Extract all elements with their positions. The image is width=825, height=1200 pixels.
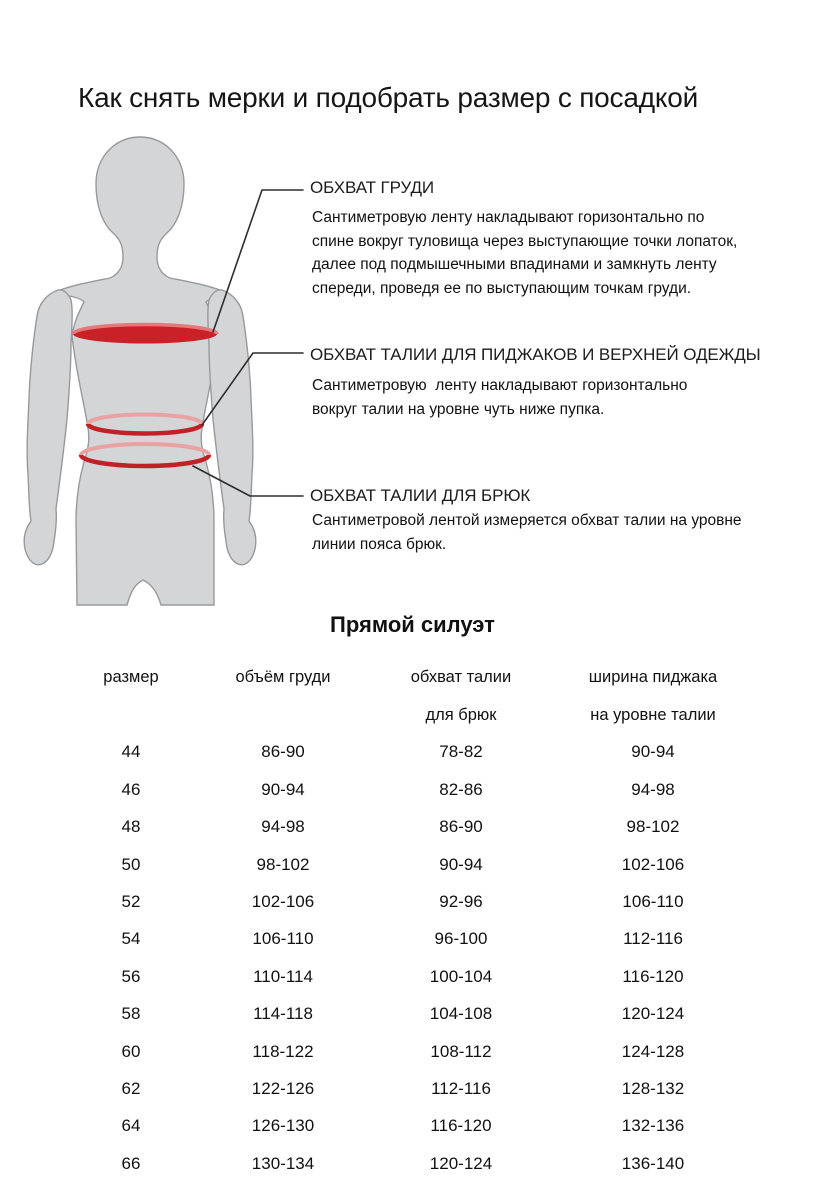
desc-line: спереди, проведя ее по выступающим точкам груди.: [312, 279, 692, 297]
chest-cell: 130-134: [251, 1153, 315, 1173]
size-table: [81, 659, 769, 1182]
jacket-cell: 120-124: [621, 1004, 685, 1024]
page-title: Как снять мерки и подобрать размер с посадкой: [78, 82, 699, 113]
chest-cell: 86-90: [261, 742, 305, 762]
waist-cell: 112-116: [431, 1078, 491, 1098]
size-table-title: Прямой силуэт: [330, 612, 495, 637]
waist-cell: 116-120: [430, 1116, 492, 1136]
male-silhouette-left-arm: [24, 290, 72, 565]
size-cell: 44: [121, 742, 141, 762]
jacket-cell: 112-116: [623, 929, 683, 949]
waist-cell: 120-124: [429, 1153, 493, 1173]
size-cell: 52: [121, 892, 141, 912]
size-cell: 46: [121, 779, 141, 799]
jacket-cell: 94-98: [631, 779, 675, 799]
measure-heading-jacket-waist: ОБХВАТ ТАЛИИ ДЛЯ ПИДЖАКОВ И ВЕРХНЕЙ ОДЕЖДЫ: [310, 345, 761, 364]
waist-cell: 92-96: [439, 892, 483, 912]
male-silhouette-body: [52, 137, 228, 605]
col-header-chest: объём груди: [235, 668, 331, 687]
waist-cell: 90-94: [439, 854, 483, 874]
size-cell: 54: [121, 929, 141, 949]
jacket-cell: 106-110: [622, 892, 684, 912]
measure-desc-trouser-waist: [312, 509, 742, 556]
size-cell: 60: [121, 1041, 141, 1061]
chest-cell: 122-126: [251, 1078, 315, 1098]
chest-cell: 102-106: [251, 892, 315, 912]
chest-cell: 90-94: [261, 779, 305, 799]
waist-cell: 104-108: [429, 1004, 493, 1024]
size-cell: 56: [121, 966, 141, 986]
measure-desc-chest: [312, 206, 737, 300]
size-cell: 58: [121, 1004, 141, 1024]
chest-cell: 98-102: [256, 854, 310, 874]
measure-heading-chest: ОБХВАТ ГРУДИ: [310, 178, 434, 197]
waist-cell: 100-104: [429, 966, 493, 986]
waist-cell: 96-100: [434, 929, 488, 949]
size-cell: 50: [121, 854, 141, 874]
col-header-waist-sub: для брюк: [425, 705, 497, 724]
chest-cell: 106-110: [252, 929, 314, 949]
waist-cell: 108-112: [430, 1041, 492, 1061]
size-cell: 48: [121, 817, 141, 837]
measure-heading-trouser-waist: ОБХВАТ ТАЛИИ ДЛЯ БРЮК: [310, 486, 531, 505]
desc-line: Сантиметровую ленту накладывают горизонтально по: [312, 209, 705, 226]
chest-cell: 126-130: [251, 1116, 315, 1136]
chest-cell: 110-114: [253, 966, 313, 986]
chest-cell: 94-98: [261, 817, 305, 837]
waist-cell: 82-86: [439, 779, 483, 799]
col-header-size: размер: [103, 668, 159, 687]
jacket-cell: 128-132: [621, 1078, 685, 1098]
measure-desc-jacket-waist: [312, 374, 687, 421]
desc-line: Сантиметровой лентой измеряется обхват талии на уровне: [312, 512, 742, 529]
jacket-cell: 136-140: [621, 1153, 685, 1173]
chest-cell: 114-118: [253, 1004, 313, 1024]
col-header-jacket: ширина пиджака: [588, 668, 718, 687]
waist-cell: 86-90: [439, 817, 483, 837]
col-header-waist: обхват талии: [410, 668, 512, 687]
desc-line: вокруг талии на уровне чуть ниже пупка.: [312, 400, 605, 418]
jacket-cell: 116-120: [622, 966, 684, 986]
desc-line: далее под подмышечными впадинами и замкнуть ленту: [312, 256, 717, 273]
desc-line: спине вокруг туловища через выступающие точки лопаток,: [312, 232, 738, 250]
desc-line: линии пояса брюк.: [312, 535, 447, 553]
waist-cell: 78-82: [439, 742, 483, 762]
jacket-cell: 132-136: [621, 1116, 685, 1136]
size-cell: 62: [121, 1078, 141, 1098]
chest-cell: 118-122: [252, 1041, 314, 1061]
jacket-cell: 98-102: [626, 817, 680, 837]
jacket-cell: 102-106: [621, 854, 685, 874]
jacket-cell: 90-94: [631, 742, 675, 762]
jacket-cell: 124-128: [621, 1041, 685, 1061]
desc-line: Сантиметровую ленту накладывают горизонтально: [312, 377, 688, 394]
size-cell: 66: [121, 1153, 141, 1173]
size-cell: 64: [121, 1116, 141, 1136]
col-header-jacket-sub: на уровне талии: [590, 705, 716, 724]
